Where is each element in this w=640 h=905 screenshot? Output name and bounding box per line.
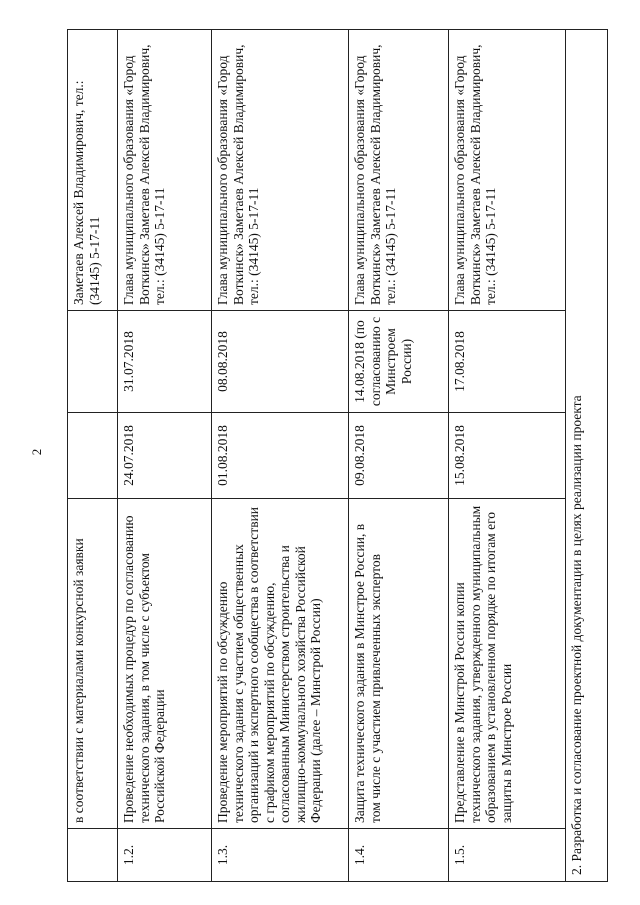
table-row — [449, 30, 566, 882]
start-date-cell: 24.07.2018 — [118, 413, 212, 499]
task-cell: Проведение необходимых процедур по согласованию технического задания, в том числе с субъектом Российской Федерации — [118, 499, 212, 829]
task-cell: Представление в Минстрой России копии технического задания, утвержденного муниципальным образованием в установленном порядке по итогам его защиты в Минстрое России — [449, 499, 566, 829]
end-date-cell: 14.08.2018 (по согласованию с Минстроем России) — [349, 311, 449, 413]
responsible-cell: Глава муниципального образования «Город Воткинск» Заметаев Алексей Владимирович, тел.: (34145) 5-17-11 — [349, 30, 449, 311]
rotated-page-content — [67, 30, 610, 882]
task-cell: Защита технического задания в Минстрое России, в том числе с участием привлеченных экспертов — [349, 499, 449, 829]
start-date-cell: 15.08.2018 — [449, 413, 566, 499]
end-date-cell — [68, 311, 118, 413]
section-2-heading: 2. Разработка и согласование проектной документации в целях реализации проекта — [566, 30, 608, 882]
start-date-cell: 01.08.2018 — [212, 413, 349, 499]
row-number: 1.2. — [118, 829, 212, 882]
table-row-continuation — [68, 30, 118, 882]
row-number: 1.4. — [349, 829, 449, 882]
page-number: 2 — [29, 448, 44, 456]
responsible-cell: Глава муниципального образования «Город Воткинск» Заметаев Алексей Владимирович, тел.: (34145) 5-17-11 — [118, 30, 212, 311]
section-heading-row — [566, 30, 608, 882]
responsible-cell: Глава муниципального образования «Город Воткинск» Заметаев Алексей Владимирович, тел.: (34145) 5-17-11 — [449, 30, 566, 311]
table-row — [118, 30, 212, 882]
start-date-cell: 09.08.2018 — [349, 413, 449, 499]
row-number: 1.5. — [449, 829, 566, 882]
start-date-cell — [68, 413, 118, 499]
row-number — [68, 829, 118, 882]
table-row — [212, 30, 349, 882]
end-date-cell: 08.08.2018 — [212, 311, 349, 413]
implementation-plan-table — [67, 29, 608, 882]
end-date-cell: 17.08.2018 — [449, 311, 566, 413]
table-row — [349, 30, 449, 882]
responsible-cell: Глава муниципального образования «Город Воткинск» Заметаев Алексей Владимирович, тел.: (34145) 5-17-11 — [212, 30, 349, 311]
row-number: 1.3. — [212, 829, 349, 882]
task-cell: Проведение мероприятий по обсуждению технического задания с участием общественных организаций и экспертного сообщества в соответствии с графиком мероприятий по обсуждению, согласованным Министерством строительства и жилищно-коммунального хозяйства Российской Федерации (далее – Минстрой России) — [212, 499, 349, 829]
end-date-cell: 31.07.2018 — [118, 311, 212, 413]
task-cell: в соответствии с материалами конкурсной заявки — [68, 499, 118, 829]
responsible-cell: Заметаев Алексей Владимирович, тел.: (34145) 5-17-11 — [68, 30, 118, 311]
